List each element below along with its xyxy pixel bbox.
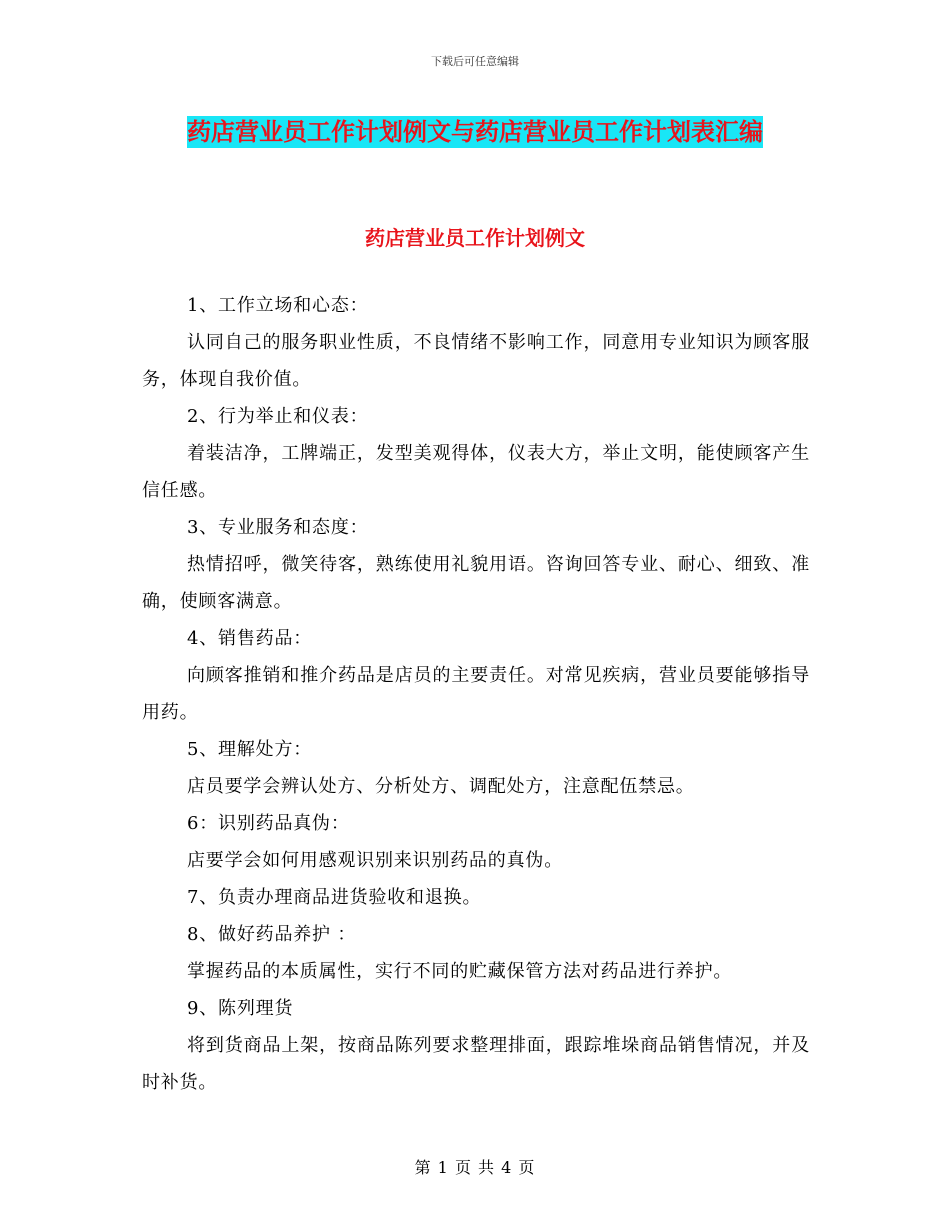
body-paragraph: 5、理解处方：	[187, 739, 313, 760]
section-title: 药店营业员工作计划例文	[365, 226, 585, 250]
page-footer: 第 1 页 共 4 页	[414, 1158, 536, 1177]
body-paragraph: 7、负责办理商品进货验收和退换。	[187, 887, 482, 908]
body-paragraph: 向顾客推销和推介药品是店员的主要责任。对常见疾病，营业员要能够指导用药。	[142, 665, 810, 723]
document-body	[142, 287, 810, 1101]
body-paragraph: 掌握药品的本质属性，实行不同的贮藏保管方法对药品进行养护。	[187, 961, 733, 982]
body-paragraph: 6：识别药品真伪：	[187, 813, 350, 834]
body-paragraph: 着装洁净，工牌端正，发型美观得体，仪表大方，举止文明，能使顾客产生信任感。	[142, 443, 810, 501]
body-paragraph: 将到货商品上架，按商品陈列要求整理排面，跟踪堆垛商品销售情况，并及时补货。	[142, 1035, 810, 1093]
document-title	[150, 110, 800, 154]
body-paragraph: 4、销售药品：	[187, 628, 313, 649]
body-paragraph: 2、行为举止和仪表：	[187, 406, 369, 427]
body-paragraph: 1、工作立场和心态：	[187, 295, 369, 316]
body-paragraph: 热情招呼，微笑待客，熟练使用礼貌用语。咨询回答专业、耐心、细致、准确，使顾客满意。	[142, 554, 810, 612]
body-paragraph: 9、陈列理货	[187, 998, 294, 1019]
page-header-note: 下载后可任意编辑	[431, 55, 519, 68]
document-title-text: 药店营业员工作计划例文与药店营业员工作计划表汇编	[187, 118, 763, 146]
body-paragraph: 3、专业服务和态度：	[187, 517, 369, 538]
body-paragraph: 店要学会如何用感观识别来识别药品的真伪。	[187, 850, 563, 871]
body-paragraph: 认同自己的服务职业性质，不良情绪不影响工作，同意用专业知识为顾客服务，体现自我价值。	[142, 332, 810, 390]
body-paragraph: 店员要学会辨认处方、分析处方、调配处方，注意配伍禁忌。	[187, 776, 695, 797]
body-paragraph: 8、做好药品养护 ：	[187, 924, 357, 945]
